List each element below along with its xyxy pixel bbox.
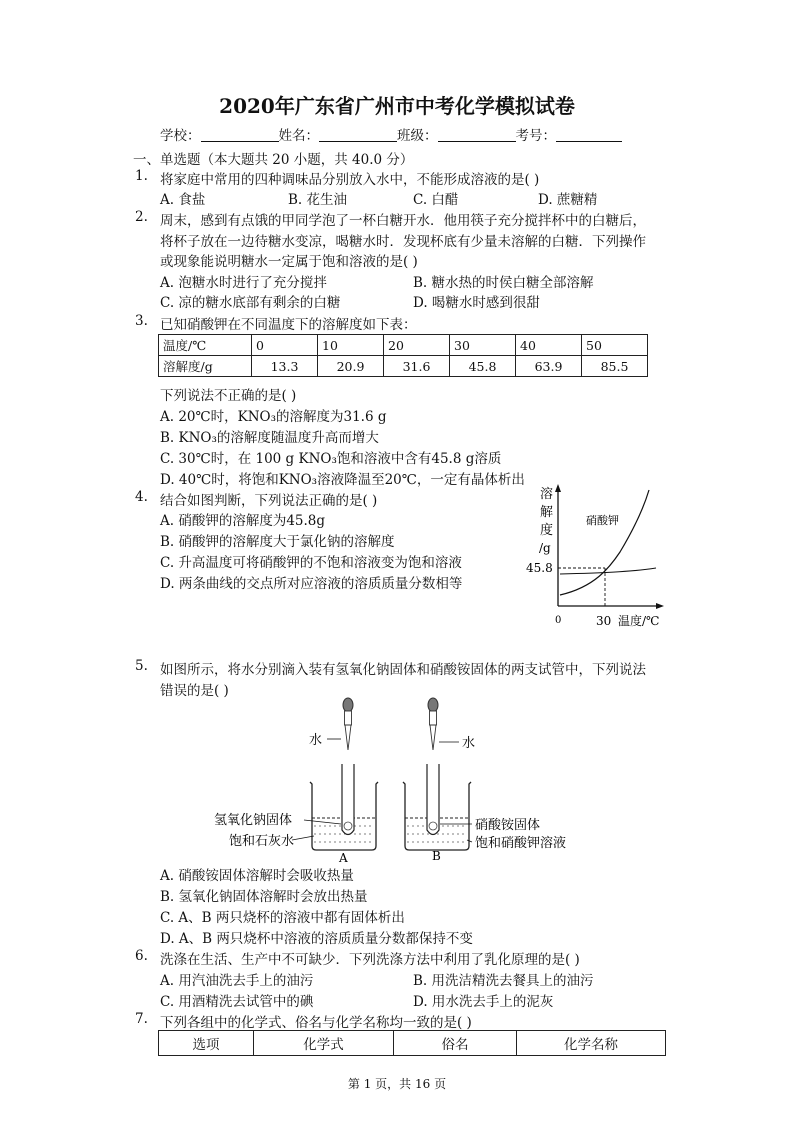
option-a: A. 泡糖水时进行了充分搅拌 <box>160 275 327 291</box>
x-axis-arrow-icon <box>656 603 664 609</box>
table-header-cell: 化学名称 <box>517 1031 666 1056</box>
question-stem-line: 周末，感到有点饿的甲同学泡了一杯白糖开水．他用筷子充分搅拌杯中的白糖后， <box>160 213 646 229</box>
table-header-cell: 化学式 <box>254 1031 394 1056</box>
option-d: D. 喝糖水时感到很甜 <box>413 295 540 311</box>
question-stem: 已知硝酸钾在不同温度下的溶解度如下表： <box>160 317 417 333</box>
table-cell: 50 <box>582 335 648 356</box>
table-cell: 45.8 <box>450 356 516 377</box>
option-a: A. 20℃时，KNO₃的溶解度为31.6 g <box>160 409 387 425</box>
table-cell: 31.6 <box>384 356 450 377</box>
question-number: 1. <box>135 168 148 184</box>
name-label: 姓名： <box>278 128 319 144</box>
name-blank <box>319 127 397 142</box>
table-cell: 13.3 <box>252 356 318 377</box>
leader-line <box>304 820 341 824</box>
axis-label-char: 溶 <box>540 487 554 502</box>
table-cell: 85.5 <box>582 356 648 377</box>
section-heading: 一、单选题（本大题共 20 小题，共 40.0 分） <box>133 152 414 168</box>
question-number: 3. <box>135 313 148 329</box>
question-stem: 下列各组中的化学式、俗名与化学名称均一致的是( ) <box>160 1015 472 1031</box>
exam-number-label: 考号： <box>515 128 556 144</box>
axis-label-char: 度 <box>540 523 554 538</box>
table-row <box>159 335 648 356</box>
table-row <box>159 356 648 377</box>
exam-title: 2020年广东省广州市中考化学模拟试卷 <box>219 94 575 118</box>
option-b: B. 用洗洁精洗去餐具上的油污 <box>413 973 594 989</box>
kno3-solution-label: 饱和硝酸钾溶液 <box>475 836 567 851</box>
class-blank <box>438 127 516 142</box>
beaker-label-a: A <box>339 851 348 865</box>
nacl-curve <box>560 568 656 574</box>
question-stem: 洗涤在生活、生产中不可缺少．下列洗涤方法中利用了乳化原理的是( ) <box>160 952 580 968</box>
test-tube-a <box>342 764 354 835</box>
exam-number-blank <box>556 127 622 142</box>
question-number: 2. <box>135 209 148 225</box>
question-stem: 将家庭中常用的四种调味品分别放入水中，不能形成溶液的是( ) <box>160 172 540 188</box>
option-a: A. 用汽油洗去手上的油污 <box>160 973 314 989</box>
option-c: C. 30℃时，在 100 g KNO₃饱和溶液中含有45.8 g溶质 <box>160 451 502 467</box>
option-a: A. 硝酸铵固体溶解时会吸收热量 <box>160 868 354 884</box>
option-b: B. 硝酸钾的溶解度大于氯化钠的溶解度 <box>160 534 395 550</box>
beaker-label-b: B <box>432 849 441 863</box>
table-cell: 20.9 <box>318 356 384 377</box>
table-row <box>159 1031 666 1056</box>
student-info-line <box>160 124 622 144</box>
option-a: A. 食盐 <box>160 192 206 208</box>
limewater-label: 饱和石灰水 <box>229 834 295 849</box>
question-stem-line: 错误的是( ) <box>160 683 229 699</box>
y-value-label: 45.8 <box>526 561 553 575</box>
table-header-cell: 溶解度/g <box>159 356 252 377</box>
name-table <box>158 1030 666 1056</box>
table-cell: 40 <box>516 335 582 356</box>
option-a: A. 硝酸钾的溶解度为45.8g <box>160 513 326 529</box>
page-footer: 第 1 页，共 16 页 <box>347 1077 447 1091</box>
question-stem-line: 如图所示，将水分别滴入装有氢氧化钠固体和硝酸铵固体的两支试管中，下列说法 <box>160 662 646 678</box>
table-cell: 63.9 <box>516 356 582 377</box>
option-c: C. 升高温度可将硝酸钾的不饱和溶液变为饱和溶液 <box>160 555 462 571</box>
test-tube-b <box>427 764 439 835</box>
option-b: B. KNO₃的溶解度随温度升高而增大 <box>160 430 379 446</box>
solubility-table <box>158 334 648 377</box>
nh4no3-solid-label: 硝酸铵固体 <box>475 818 541 833</box>
class-label: 班级： <box>397 128 438 144</box>
option-b: B. 花生油 <box>288 192 348 208</box>
dropper-b <box>428 698 438 750</box>
origin-label: 0 <box>555 615 562 626</box>
question-stem-line: 或现象能说明糖水一定属于饱和溶液的是( ) <box>160 254 418 270</box>
option-d: D. 40℃时，将饱和KNO₃溶液降温至20℃，一定有晶体析出 <box>160 472 525 488</box>
table-header-cell: 俗名 <box>394 1031 517 1056</box>
water-label-b: 水 <box>462 736 476 751</box>
school-label: 学校： <box>160 128 201 144</box>
question-prompt: 下列说法不正确的是( ) <box>160 388 297 404</box>
question-stem: 结合如图判断，下列说法正确的是( ) <box>160 493 378 509</box>
y-axis-arrow-icon <box>555 484 561 492</box>
option-d: D. 用水洗去手上的泥灰 <box>413 994 554 1010</box>
question-number: 4. <box>135 489 148 505</box>
option-c: C. A、B 两只烧杯的溶液中都有固体析出 <box>160 910 405 926</box>
axis-label-char: 解 <box>540 505 554 520</box>
option-b: B. 氢氧化钠固体溶解时会放出热量 <box>160 889 368 905</box>
axis-label-char: /g <box>539 541 551 555</box>
table-cell: 10 <box>318 335 384 356</box>
curve-label: 硝酸钾 <box>586 514 619 527</box>
question-number: 5. <box>135 658 148 674</box>
experiment-figure <box>210 694 590 866</box>
naoh-solid-label: 氢氧化钠固体 <box>214 813 293 828</box>
table-cell: 0 <box>252 335 318 356</box>
option-d: D. 蔗糖精 <box>538 192 598 208</box>
option-d: D. 两条曲线的交点所对应溶液的溶质质量分数相等 <box>160 576 463 592</box>
option-b: B. 糖水热的时侯白糖全部溶解 <box>413 275 594 291</box>
dropper-a <box>343 698 353 750</box>
water-label-a: 水 <box>309 733 323 748</box>
kno3-curve <box>560 490 649 595</box>
question-stem-line: 将杯子放在一边待糖水变凉，喝糖水时．发现杯底有少量未溶解的白糖．下列操作 <box>160 234 646 250</box>
option-c: C. 用酒精洗去试管中的碘 <box>160 994 314 1010</box>
table-header-cell: 温度/℃ <box>159 335 252 356</box>
question-number: 6. <box>135 948 148 964</box>
option-d: D. A、B 两只烧杯中溶液的溶质质量分数都保持不变 <box>160 931 473 947</box>
leader-line <box>292 836 314 840</box>
option-c: C. 白醋 <box>413 192 459 208</box>
question-number: 7. <box>135 1011 148 1027</box>
school-blank <box>201 127 279 142</box>
solubility-curve-figure <box>520 482 670 632</box>
x-axis-label: 温度/℃ <box>618 614 660 628</box>
x-value-label: 30 <box>596 614 612 628</box>
option-c: C. 凉的糖水底部有剩余的白糖 <box>160 295 341 311</box>
table-header-cell: 选项 <box>159 1031 254 1056</box>
table-cell: 20 <box>384 335 450 356</box>
table-cell: 30 <box>450 335 516 356</box>
